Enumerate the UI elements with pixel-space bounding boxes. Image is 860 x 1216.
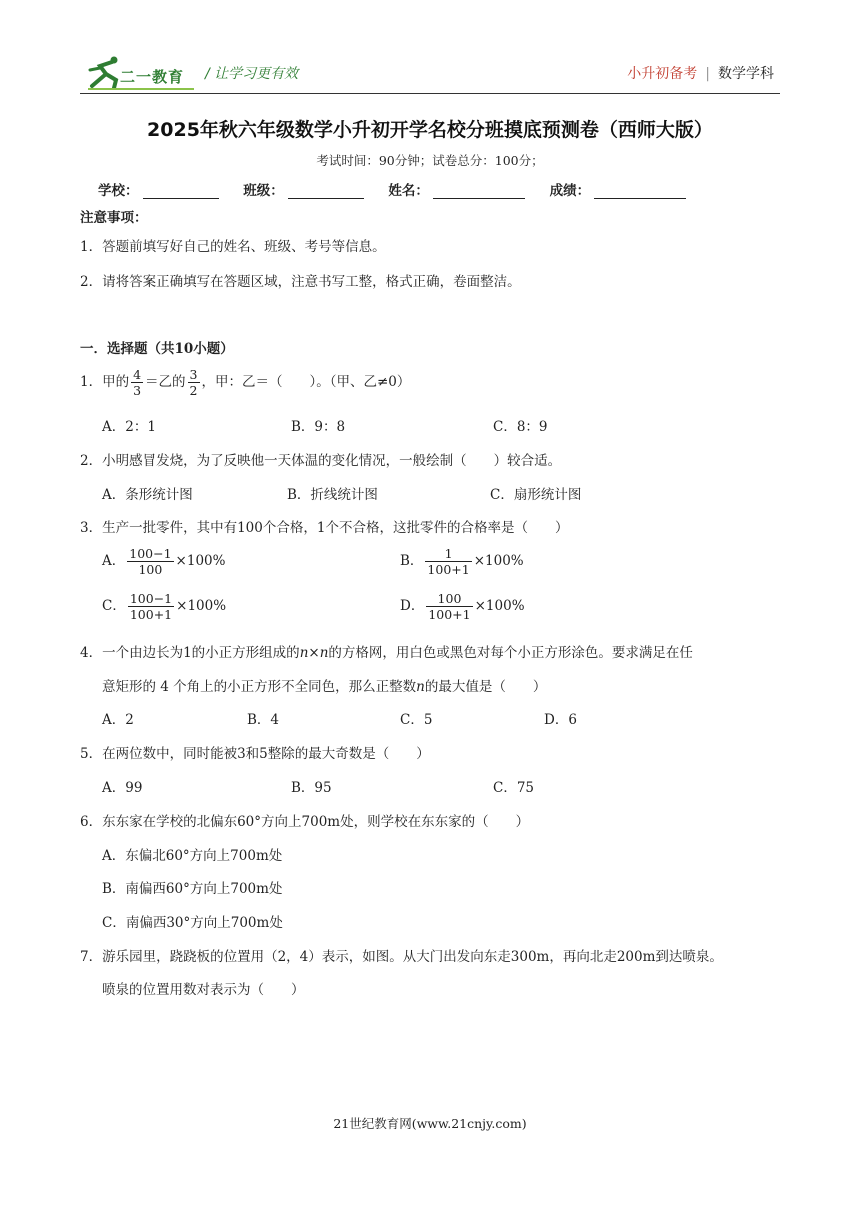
- q5-option-b: B．95: [291, 780, 332, 796]
- name-label: 姓名：: [388, 183, 429, 199]
- question-7-line-2: 喷泉的位置用数对表示为（ ）: [102, 982, 305, 998]
- header-separator: |: [705, 66, 710, 82]
- notice-heading: 注意事项：: [80, 210, 148, 226]
- name-blank: [433, 184, 525, 199]
- q3-option-c: C． $\frac{100-1}{100+1}$ ×100%: [102, 591, 227, 622]
- q1-option-a: A．2：1: [102, 419, 156, 435]
- notice-item: 2．请将答案正确填写在答题区域，注意书写工整，格式正确，卷面整洁。: [80, 274, 521, 290]
- school-label: 学校：: [98, 183, 139, 199]
- q2-option-a: A．条形统计图: [102, 487, 193, 503]
- q4-option-a: A．2: [102, 712, 134, 728]
- score-blank: [594, 184, 686, 199]
- slogan: / 让学习更有效: [205, 66, 299, 82]
- q5-option-a: A．99: [102, 780, 143, 796]
- logo-text: 二一教育: [120, 68, 185, 86]
- q4-option-d: D．6: [544, 712, 577, 728]
- q6-option-b: B．南偏西60°方向上700m处: [102, 881, 283, 897]
- question-6: 6．东东家在学校的北偏东60°方向上700m处，则学校在东东家的（ ）: [80, 814, 530, 830]
- q1-text: ＝乙的: [145, 374, 186, 390]
- notice-item: 1．答题前填写好自己的姓名、班级、考号等信息。: [80, 239, 386, 255]
- exam-tag: 小升初备考: [627, 66, 698, 82]
- subject-label: 数学学科: [718, 66, 774, 82]
- page-header: [0, 0, 860, 100]
- question-5: 5．在两位数中，同时能被3和5整除的最大奇数是（ ）: [80, 746, 430, 762]
- q3-option-a: A． $\frac{100-1}{100}$ ×100%: [102, 546, 226, 577]
- q1-option-b: B．9：8: [291, 419, 346, 435]
- class-blank: [288, 184, 364, 199]
- section-heading: 一．选择题（共10小题）: [80, 341, 234, 357]
- page-title: 2025年秋六年级数学小升初开学名校分班摸底预测卷（西师大版）: [147, 119, 713, 141]
- q1-text: ，甲：乙＝（ ）。（甲、乙≠0）: [201, 374, 411, 390]
- q4-option-c: C．5: [400, 712, 433, 728]
- school-blank: [143, 184, 219, 199]
- question-4-line-2: 意矩形的 4 个角上的小正方形不全同色，那么正整数n的最大值是（ ）: [102, 679, 547, 695]
- question-1: [80, 367, 410, 398]
- question-7-line-1: 7．游乐园里，跷跷板的位置用（2，4）表示，如图。从大门出发向东走300m，再向北走200m到达喷泉。: [80, 949, 723, 965]
- q2-option-b: B．折线统计图: [287, 487, 378, 503]
- q6-option-c: C．南偏西30°方向上700m处: [102, 915, 283, 931]
- page-footer: 21世纪教育网(www.21cnjy.com): [333, 1116, 527, 1131]
- fraction: $\frac{4}{3}$: [133, 367, 142, 398]
- q4-option-b: B．4: [247, 712, 280, 728]
- score-label: 成绩：: [549, 183, 591, 199]
- q1-text: 1．甲的: [80, 374, 130, 390]
- q5-option-c: C．75: [493, 780, 535, 796]
- exam-meta: 考试时间：90分钟；试卷总分：100分；: [316, 153, 544, 168]
- question-4-line-1: 4．一个由边长为1的小正方形组成的n×n的方格网，用白色或黑色对每个小正方形涂色。要求满足在任: [80, 645, 693, 661]
- q3-option-b: B． $\frac{1}{100+1}$ ×100%: [400, 546, 524, 577]
- class-label: 班级：: [243, 183, 284, 199]
- student-info-row: [98, 179, 706, 199]
- question-2: 2．小明感冒发烧，为了反映他一天体温的变化情况，一般绘制（ ）较合适。: [80, 453, 562, 469]
- q3-option-d: D． $\frac{100}{100+1}$ ×100%: [400, 591, 525, 622]
- header-right: [627, 63, 774, 83]
- header-divider: [80, 93, 780, 94]
- fraction: $\frac{3}{2}$: [189, 367, 198, 398]
- q2-option-c: C．扇形统计图: [490, 487, 582, 503]
- q1-option-c: C．8：9: [493, 419, 548, 435]
- question-3: 3．生产一批零件，其中有100个合格，1个不合格，这批零件的合格率是（ ）: [80, 520, 569, 536]
- q6-option-a: A．东偏北60°方向上700m处: [102, 848, 283, 864]
